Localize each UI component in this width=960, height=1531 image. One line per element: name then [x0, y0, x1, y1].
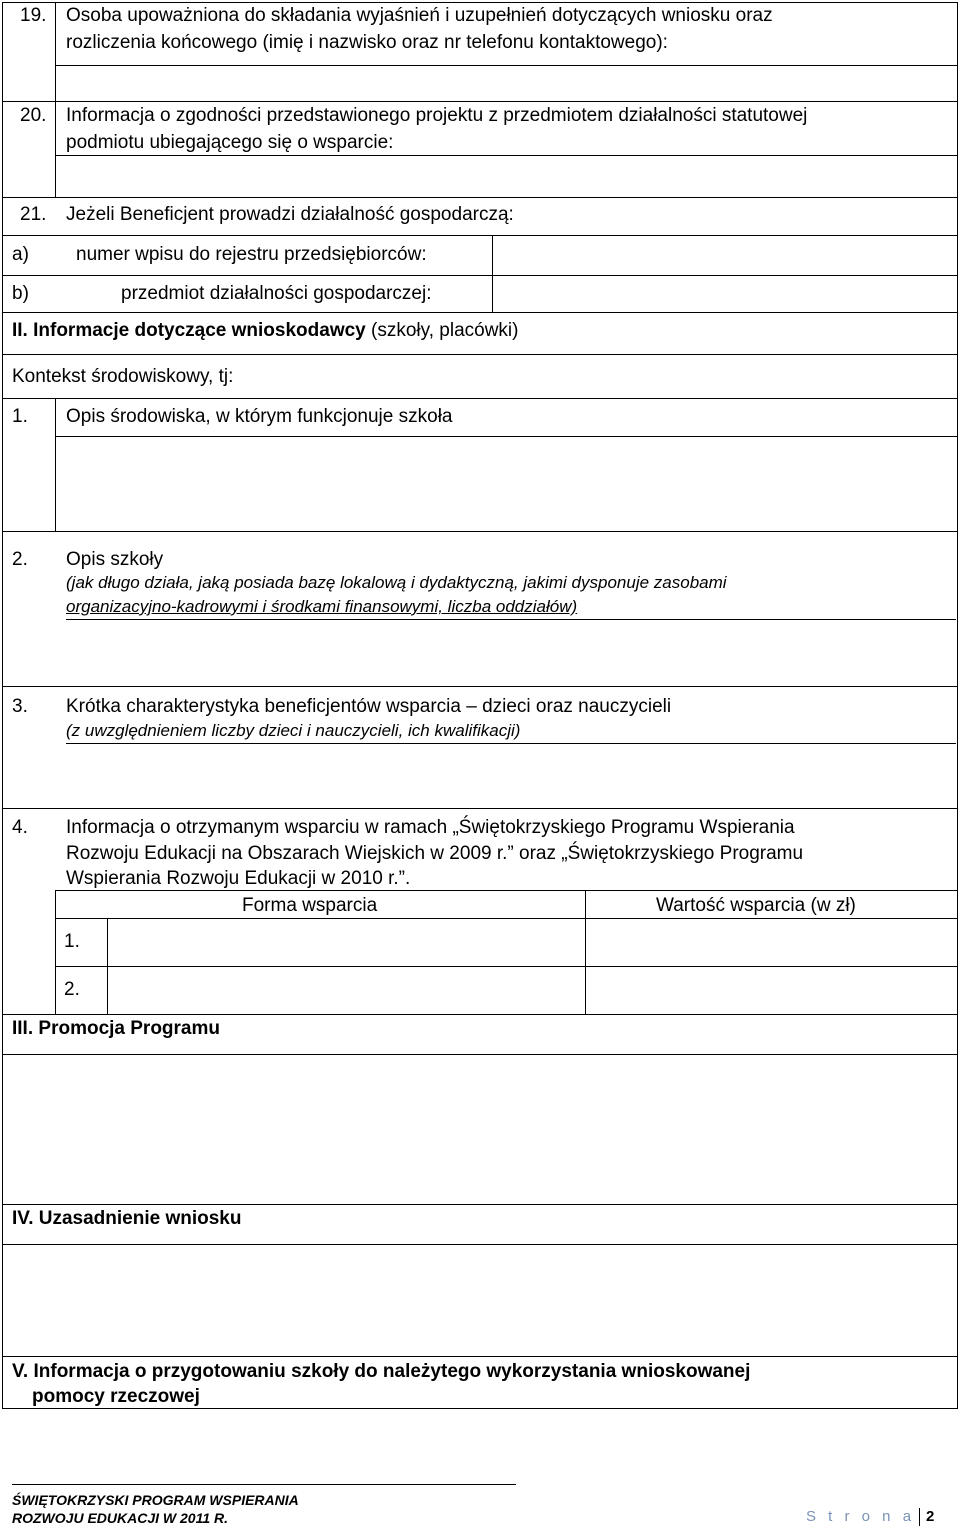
q2-hint-line2: organizacyjno-kadrowymi i środkami finansowymi, liczba oddziałów): [66, 597, 578, 616]
section-3-answer-field[interactable]: [3, 1055, 956, 1203]
item-a-text: numer wpisu do rejestru przedsiębiorców:: [76, 244, 427, 265]
support-row1-form-field[interactable]: [108, 919, 584, 965]
support-row2-value-field[interactable]: [586, 967, 956, 1013]
item-20-line1: Informacja o zgodności przedstawionego projektu z przedmiotem działalności statutowej: [66, 105, 808, 126]
section-4-heading: IV. Uzasadnienie wniosku: [12, 1208, 242, 1229]
footer-rule: [12, 1484, 516, 1485]
q1-number: 1.: [12, 406, 28, 427]
context-label: Kontekst środowiskowy, tj:: [12, 366, 234, 387]
item-21-number: 21.: [20, 204, 47, 225]
section-3-heading: III. Promocja Programu: [12, 1018, 220, 1039]
q2-text: Opis szkoły: [66, 549, 164, 570]
q2-hint-underline: [66, 619, 956, 620]
item-20-line2: podmiotu ubiegającego się o wsparcie:: [66, 132, 394, 153]
support-table-header-form: Forma wsparcia: [242, 895, 378, 916]
section-5-line2: pomocy rzeczowej: [32, 1386, 200, 1407]
q3-hint: (z uwzględnieniem liczby dzieci i nauczycieli, ich kwalifikacji): [66, 721, 521, 740]
item-19-line1: Osoba upoważniona do składania wyjaśnień i uzupełnień dotyczących wniosku oraz: [66, 5, 773, 26]
q4-line2: Rozwoju Edukacji na Obszarach Wiejskich w 2009 r.” oraz „Świętokrzyskiego Programu: [66, 843, 804, 864]
footer-program-line2: ROZWOJU EDUKACJI W 2011 R.: [12, 1510, 228, 1526]
support-table-left: [55, 890, 56, 1014]
frame-right: [957, 2, 958, 1408]
register-number-field[interactable]: [493, 236, 956, 274]
q3-hint-underline: [66, 743, 956, 744]
q4-number: 4.: [12, 817, 28, 838]
section-4-answer-field[interactable]: [3, 1245, 956, 1355]
item-21-text: Jeżeli Beneficjent prowadzi działalność gospodarczą:: [66, 204, 514, 225]
q3-text: Krótka charakterystyka beneficjentów wsparcia – dzieci oraz nauczycieli: [66, 696, 672, 717]
q2-hint-line1: (jak długo działa, jaką posiada bazę lokalową i dydaktyczną, jakimi dysponuje zasobami: [66, 573, 727, 592]
support-row1-value-field[interactable]: [586, 919, 956, 965]
section-2-heading: [12, 318, 518, 344]
item-19-line2: rozliczenia końcowego (imię i nazwisko oraz nr telefonu kontaktowego):: [66, 32, 668, 53]
rule-after-b: [2, 312, 958, 313]
rule-after-q1: [2, 531, 958, 532]
rule-after-q3: [2, 808, 958, 809]
support-table-header-value: Wartość wsparcia (w zł): [656, 895, 856, 916]
rule-after-19: [2, 101, 958, 102]
item-20-answer-field[interactable]: [56, 156, 956, 196]
section-2-heading-rest: (szkoły, placówki): [365, 320, 519, 341]
support-table-row2-number: 2.: [64, 979, 80, 1000]
rule-after-20: [2, 197, 958, 198]
q4-line3: Wspierania Rozwoju Edukacji w 2010 r.”.: [66, 868, 411, 889]
item-19-number: 19.: [20, 5, 47, 26]
rule-after-q2: [2, 686, 958, 687]
rule-after-support-table: [2, 1014, 958, 1015]
section-5-line1: V. Informacja o przygotowaniu szkoły do należytego wykorzystania wnioskowanej: [12, 1361, 751, 1382]
support-table-row1-number: 1.: [64, 931, 80, 952]
item-b-label: b): [12, 283, 29, 304]
rule-after-context: [2, 398, 958, 399]
q3-answer-field[interactable]: [3, 746, 956, 807]
q1-answer-field[interactable]: [56, 437, 956, 530]
rule-after-section2-heading: [2, 354, 958, 355]
page-label: S t r o n a: [806, 1508, 916, 1525]
q2-number: 2.: [12, 549, 28, 570]
q1-text: Opis środowiska, w którym funkcjonuje szkoła: [66, 406, 453, 427]
footer-program-line1: ŚWIĘTOKRZYSKI PROGRAM WSPIERANIA: [12, 1492, 299, 1508]
business-activity-field[interactable]: [493, 276, 956, 311]
page-number: 2: [926, 1508, 935, 1525]
item-b-text: przedmiot działalności gospodarczej:: [121, 283, 432, 304]
page-separator: [919, 1508, 920, 1526]
page-indicator: [806, 1507, 934, 1527]
item-19-answer-field[interactable]: [56, 66, 956, 100]
item-20-number: 20.: [20, 105, 47, 126]
q2-answer-field[interactable]: [3, 622, 956, 685]
support-row2-form-field[interactable]: [108, 967, 584, 1013]
q3-number: 3.: [12, 696, 28, 717]
q4-line1: Informacja o otrzymanym wsparciu w ramach „Świętokrzyskiego Programu Wspierania: [66, 817, 795, 838]
item-a-label: a): [12, 244, 29, 265]
section-2-heading-bold: II. Informacje dotyczące wnioskodawcy: [12, 320, 366, 341]
rule-after-section3: [2, 1204, 958, 1205]
rule-after-section4: [2, 1356, 958, 1357]
